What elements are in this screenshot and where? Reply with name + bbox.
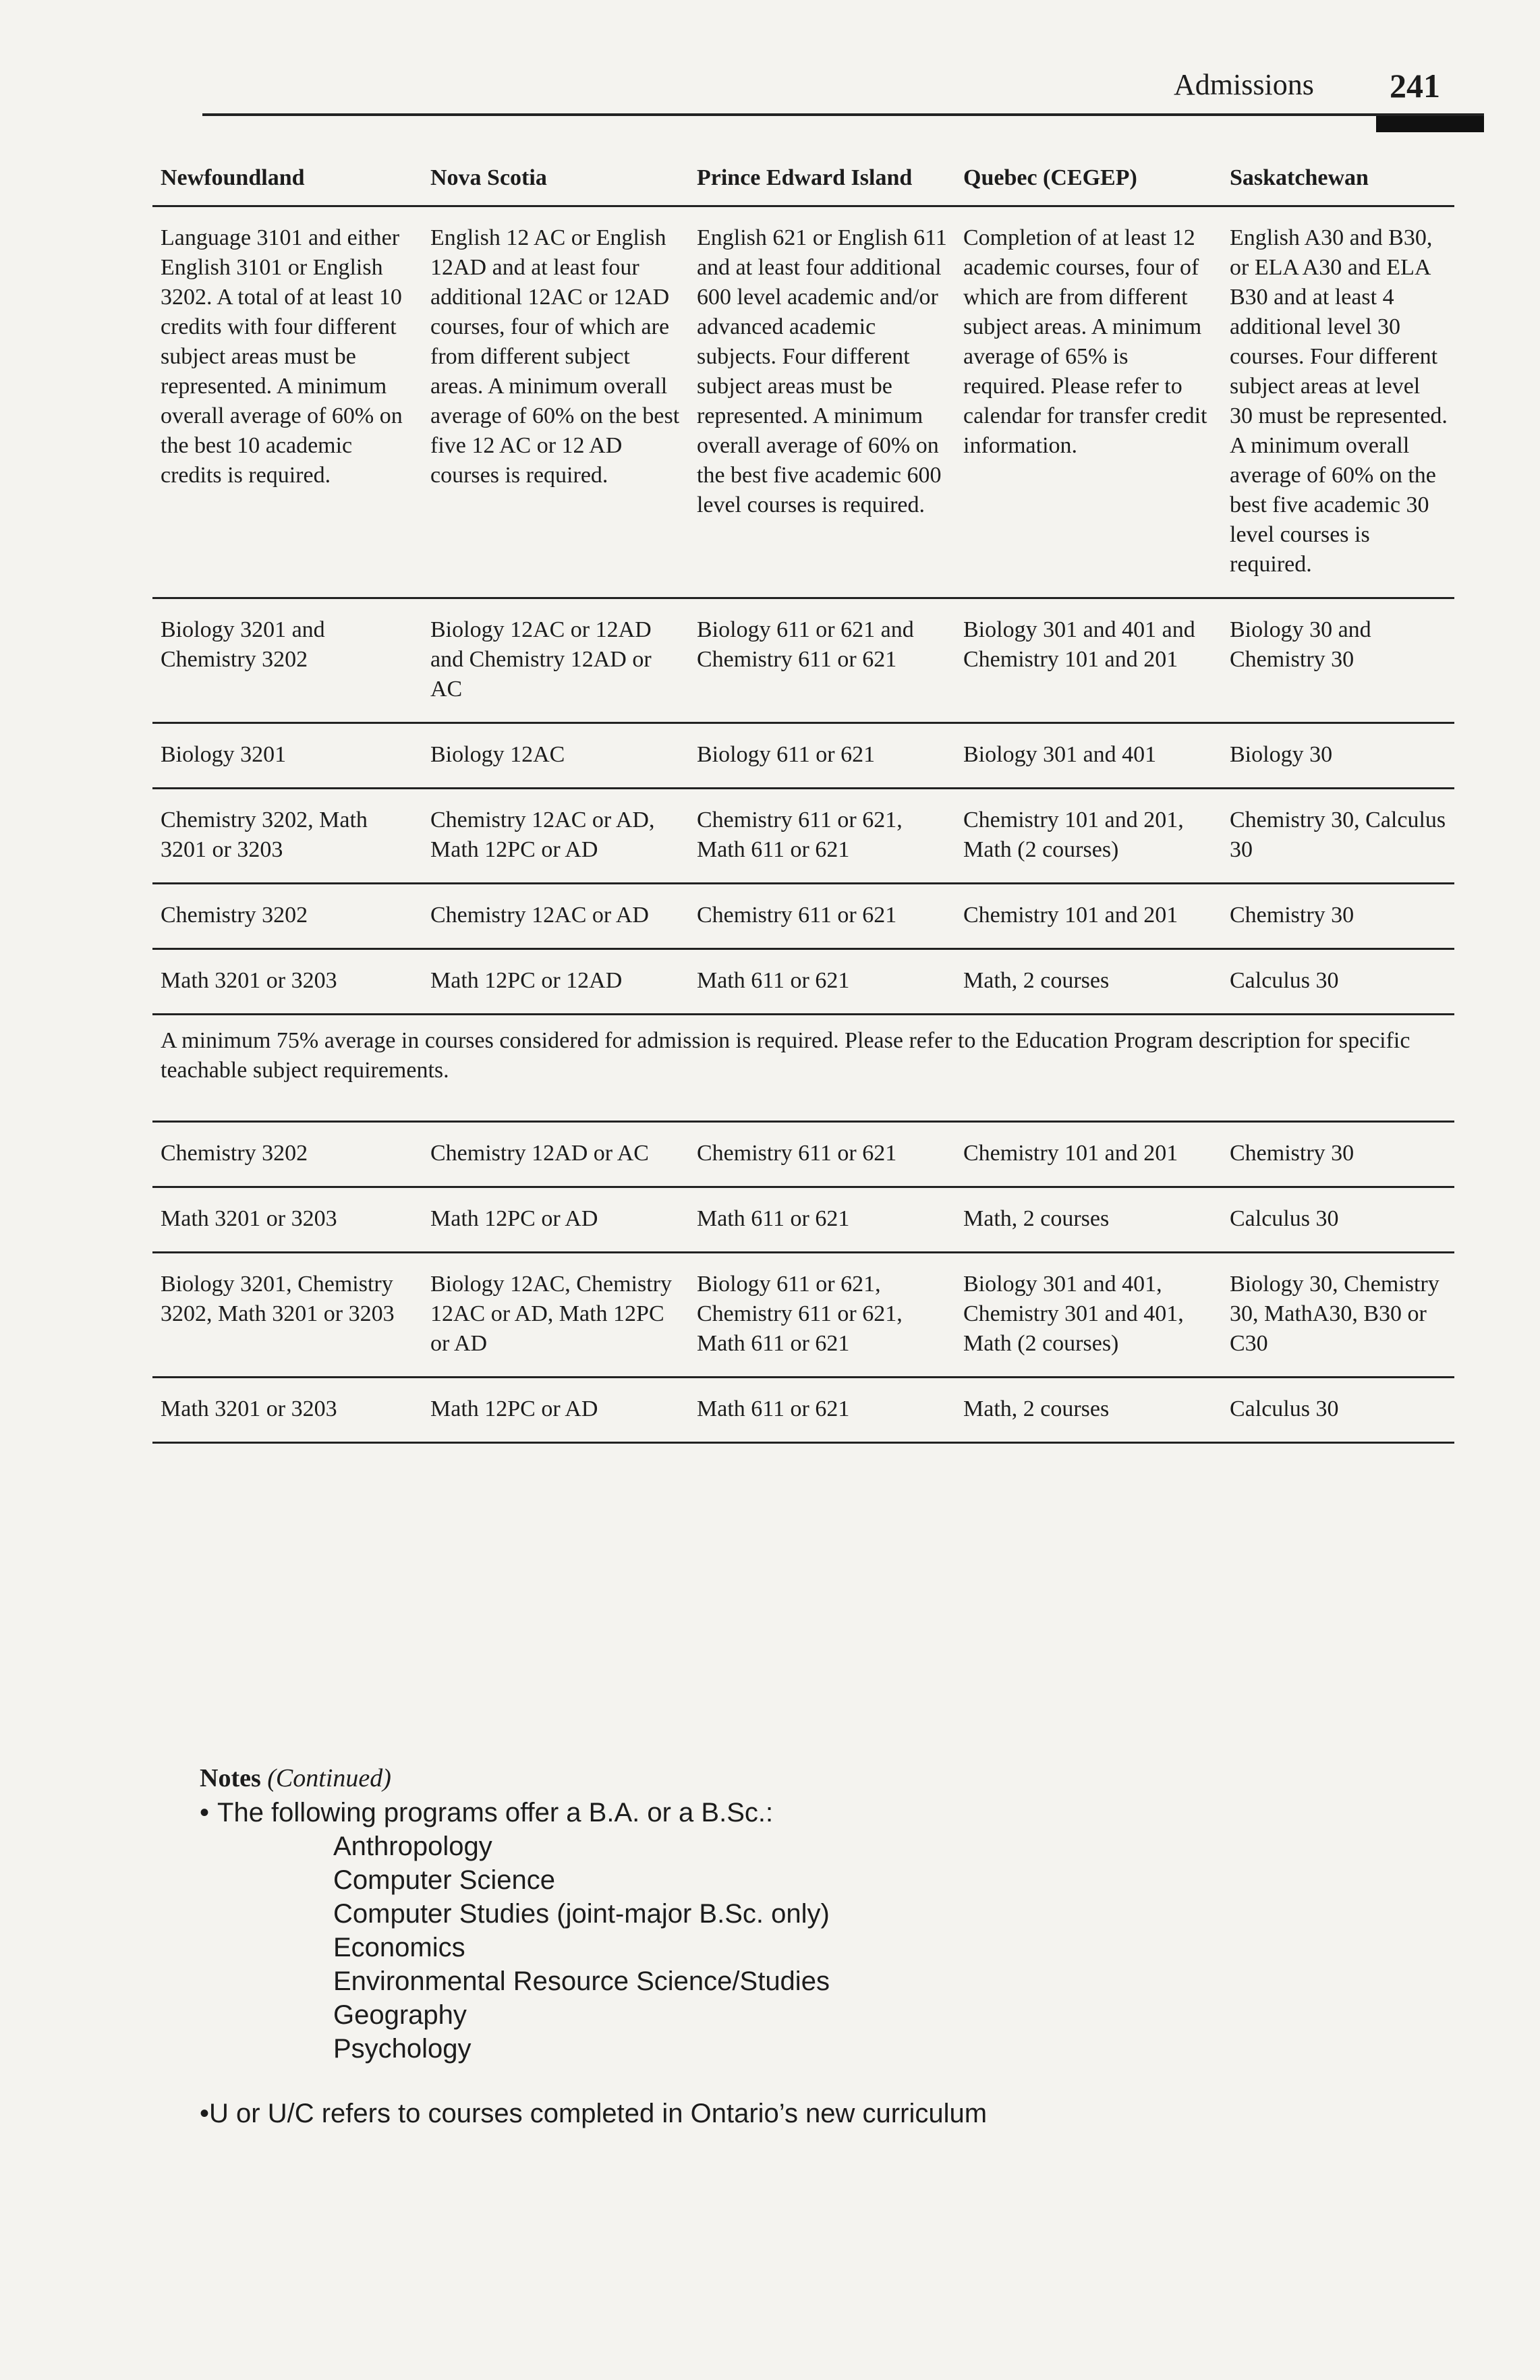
table-cell: Chemistry 611 or 621: [689, 884, 955, 949]
table-row: [152, 598, 1454, 723]
table-cell: Biology 12AC, Chemistry 12AC or AD, Math 12PC or AD: [422, 1253, 689, 1378]
table-cell: English 621 or English 611 and at least four additional 600 level academic and/or advanced academic subjects. Four different subject areas must be represented. A minimum overall average of 60% on the best five academic 600 level courses is required.: [689, 206, 955, 598]
table-row: [152, 723, 1454, 789]
table-cell: Biology 3201 and Chemistry 3202: [152, 598, 422, 723]
table-cell: Chemistry 611 or 621: [689, 1122, 955, 1187]
notes-bullet-1-text: The following programs offer a B.A. or a B.Sc.:: [217, 1798, 774, 1828]
table-cell: Chemistry 12AD or AC: [422, 1122, 689, 1187]
table-body-bottom: [152, 1122, 1454, 1443]
table-cell: Chemistry 30, Calculus 30: [1222, 789, 1454, 884]
table-cell: Math, 2 courses: [955, 1187, 1222, 1253]
program-item: Computer Science: [333, 1865, 556, 1895]
table-cell: Calculus 30: [1222, 949, 1454, 1015]
table-cell: Chemistry 3202: [152, 884, 422, 949]
column-header-prince-edward-island: Prince Edward Island: [689, 154, 955, 206]
table-cell: Biology 30: [1222, 723, 1454, 789]
table-cell: Biology 611 or 621 and Chemistry 611 or 621: [689, 598, 955, 723]
table-cell: Biology 301 and 401 and Chemistry 101 and 201: [955, 598, 1222, 723]
header-rule: [202, 113, 1484, 116]
table-cell: Chemistry 12AC or AD: [422, 884, 689, 949]
column-header-newfoundland: Newfoundland: [152, 154, 422, 206]
notes-heading-text: Notes: [200, 1764, 261, 1792]
table-row: [152, 206, 1454, 598]
running-head-title: Admissions: [1174, 68, 1314, 101]
table-cell: Math 3201 or 3203: [152, 1378, 422, 1443]
table-cell: Biology 12AC: [422, 723, 689, 789]
table-cell: Biology 3201, Chemistry 3202, Math 3201 or 3203: [152, 1253, 422, 1378]
page-number: 241: [1390, 67, 1440, 105]
notes-heading: [200, 1763, 987, 1793]
table-cell: Math 611 or 621: [689, 1187, 955, 1253]
table-cell: Chemistry 101 and 201, Math (2 courses): [955, 789, 1222, 884]
table-cell: Calculus 30: [1222, 1378, 1454, 1443]
table-body-top: [152, 206, 1454, 1015]
header-bar: [1376, 116, 1484, 132]
table-note: A minimum 75% average in courses considered for admission is required. Please refer to the Education Program description for specific teachable subject requirements.: [152, 1015, 1454, 1122]
table-cell: Calculus 30: [1222, 1187, 1454, 1253]
notes-bullet-2-text: U or U/C refers to courses completed in Ontario’s new curriculum: [209, 2099, 988, 2128]
table-cell: Math, 2 courses: [955, 949, 1222, 1015]
column-header-saskatchewan: Saskatchewan: [1222, 154, 1454, 206]
notes-bullet-2: [200, 2097, 987, 2130]
table-row: [152, 1378, 1454, 1443]
table-cell: Biology 611 or 621: [689, 723, 955, 789]
table-cell: Math 12PC or AD: [422, 1378, 689, 1443]
program-item: Economics: [333, 1933, 465, 1962]
bullet-icon: •: [200, 1798, 210, 1828]
table-cell: Math 12PC or 12AD: [422, 949, 689, 1015]
table-cell: Biology 30 and Chemistry 30: [1222, 598, 1454, 723]
table-cell: Math 12PC or AD: [422, 1187, 689, 1253]
program-item: Geography: [333, 2000, 467, 2030]
table-cell: Chemistry 3202: [152, 1122, 422, 1187]
table-note-section: [152, 1015, 1454, 1122]
table-cell: Math, 2 courses: [955, 1378, 1222, 1443]
program-item: Environmental Resource Science/Studies: [333, 1966, 830, 1996]
table-cell: Completion of at least 12 academic courses, four of which are from different subject areas. A minimum average of 65% is required. Please refer to calendar for transfer credit information.: [955, 206, 1222, 598]
program-item: Psychology: [333, 2034, 472, 2064]
table-cell: Math 3201 or 3203: [152, 949, 422, 1015]
table-row: [152, 1187, 1454, 1253]
bullet-icon: •: [200, 2099, 210, 2128]
table-cell: Chemistry 30: [1222, 1122, 1454, 1187]
table-row: [152, 1253, 1454, 1378]
admission-requirements-table: [152, 154, 1454, 1444]
table-cell: Math 611 or 621: [689, 949, 955, 1015]
table-cell: Math 3201 or 3203: [152, 1187, 422, 1253]
table-row: [152, 884, 1454, 949]
table-cell: Chemistry 30: [1222, 884, 1454, 949]
program-item: Computer Studies (joint-major B.Sc. only): [333, 1899, 830, 1929]
table-row: [152, 789, 1454, 884]
table-cell: Math 611 or 621: [689, 1378, 955, 1443]
table-cell: Biology 611 or 621, Chemistry 611 or 621, Math 611 or 621: [689, 1253, 955, 1378]
program-item: Anthropology: [333, 1832, 492, 1861]
table-header-row: [152, 154, 1454, 206]
table-cell: Chemistry 101 and 201: [955, 884, 1222, 949]
table-cell: Chemistry 101 and 201: [955, 1122, 1222, 1187]
table-cell: English A30 and B30, or ELA A30 and ELA B30 and at least 4 additional level 30 courses. Four different subject areas at level 30 must be represented. A minimum overall average of 60% on the best five academic 30 level courses is required.: [1222, 206, 1454, 598]
table-row: [152, 949, 1454, 1015]
table-cell: Chemistry 12AC or AD, Math 12PC or AD: [422, 789, 689, 884]
table-cell: Chemistry 611 or 621, Math 611 or 621: [689, 789, 955, 884]
table-note-row: [152, 1015, 1454, 1122]
table-cell: Chemistry 3202, Math 3201 or 3203: [152, 789, 422, 884]
table-cell: English 12 AC or English 12AD and at least four additional 12AC or 12AD courses, four of which are from different subject areas. A minimum overall average of 60% on the best five 12 AC or 12 AD courses is required.: [422, 206, 689, 598]
notes-heading-suffix: (Continued): [267, 1764, 391, 1792]
table-cell: Biology 301 and 401, Chemistry 301 and 401, Math (2 courses): [955, 1253, 1222, 1378]
table-cell: Biology 301 and 401: [955, 723, 1222, 789]
table-cell: Biology 30, Chemistry 30, MathA30, B30 or C30: [1222, 1253, 1454, 1378]
table-cell: Language 3101 and either English 3101 or English 3202. A total of at least 10 credits with four different subject areas must be represented. A minimum overall average of 60% on the best 10 academic credits is required.: [152, 206, 422, 598]
table-row: [152, 1122, 1454, 1187]
table-cell: Biology 3201: [152, 723, 422, 789]
notes-bullet-1: [200, 1796, 987, 1830]
program-list: [200, 1830, 987, 2066]
column-header-quebec: Quebec (CEGEP): [955, 154, 1222, 206]
column-header-nova-scotia: Nova Scotia: [422, 154, 689, 206]
notes-section: [200, 1763, 987, 2130]
table-cell: Biology 12AC or 12AD and Chemistry 12AD or AC: [422, 598, 689, 723]
